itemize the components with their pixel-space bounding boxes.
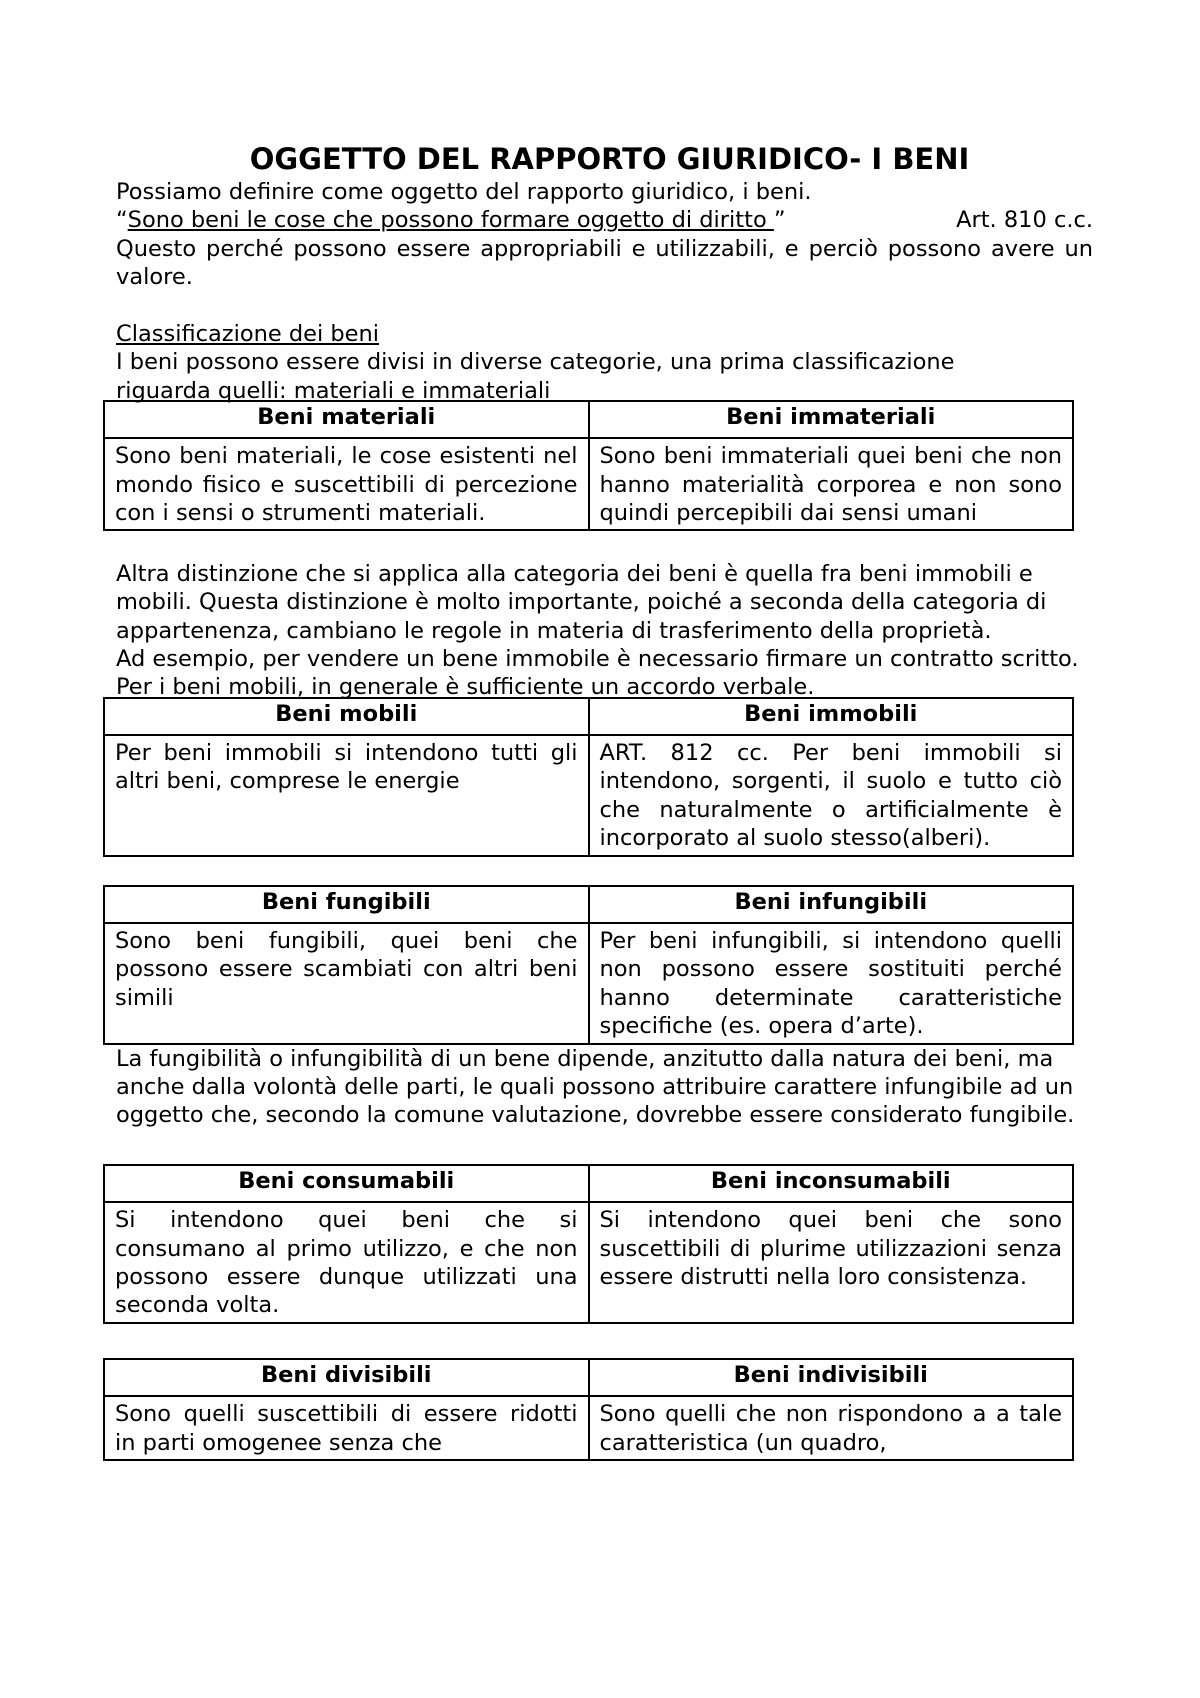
classification-paragraph: I beni possono essere divisi in diverse categorie, una prima classificazione riguarda quelli: materiali e immateriali bbox=[116, 349, 955, 404]
quote-fragment bbox=[116, 206, 786, 234]
quote-line bbox=[116, 206, 1093, 234]
table-row bbox=[104, 923, 1073, 1044]
header-beni-inconsumabili: Beni inconsumabili bbox=[589, 1165, 1074, 1202]
table-header-row bbox=[104, 401, 1073, 438]
blank-line bbox=[116, 531, 1093, 559]
fungibility-paragraph: La fungibilità o infungibilità di un bene dipende, anzitutto dalla natura dei beni, ma anche dalla volontà delle parti, le quali possono attribuire carattere infungibile ad un oggetto che, secondo la comune valutazione, dovrebbe essere considerato fungibile. bbox=[116, 1045, 1075, 1129]
document-page bbox=[116, 140, 1093, 1461]
cell-beni-fungibili: Sono beni fungibili, quei beni che possono essere scambiati con altri beni simili bbox=[104, 923, 589, 1044]
table-header-row bbox=[104, 1165, 1073, 1202]
movables-paragraph-2: Ad esempio, per vendere un bene immobile è necessario firmare un contratto scritto. Per i beni mobili, in generale è sufficiente un accordo verbale. bbox=[116, 646, 1079, 701]
blank-line bbox=[116, 1324, 1093, 1352]
section-heading-classificazione: Classificazione dei beni bbox=[116, 321, 380, 348]
header-beni-infungibili: Beni infungibili bbox=[589, 886, 1074, 923]
header-beni-indivisibili: Beni indivisibili bbox=[589, 1359, 1074, 1396]
article-reference: Art. 810 c.c. bbox=[956, 207, 1093, 234]
quote-open-mark: “ bbox=[116, 207, 128, 234]
table-divisibili bbox=[103, 1358, 1074, 1461]
cell-beni-mobili: Per beni immobili si intendono tutti gli altri beni, comprese le energie bbox=[104, 735, 589, 856]
document-title: OGGETTO DEL RAPPORTO GIURIDICO- I BENI bbox=[249, 142, 970, 176]
quote-text: Sono beni le cose che possono formare oggetto di diritto bbox=[127, 207, 774, 234]
table-header-row bbox=[104, 886, 1073, 923]
table-fungibili bbox=[103, 885, 1074, 1045]
header-beni-consumabili: Beni consumabili bbox=[104, 1165, 589, 1202]
table-materiali bbox=[103, 400, 1074, 531]
table-row bbox=[104, 1202, 1073, 1323]
blank-line bbox=[116, 292, 1093, 320]
table-header-row bbox=[104, 1359, 1073, 1396]
cell-beni-infungibili: Per beni infungibili, si intendono quelli non possono essere sostituiti perché hanno determinate caratteristiche specifiche (es. opera d’arte). bbox=[589, 923, 1074, 1044]
explanation-paragraph: Questo perché possono essere appropriabili e utilizzabili, e perciò possono avere un valore. bbox=[116, 235, 1093, 291]
header-beni-divisibili: Beni divisibili bbox=[104, 1359, 589, 1396]
header-beni-fungibili: Beni fungibili bbox=[104, 886, 589, 923]
cell-beni-indivisibili: Sono quelli che non rispondono a a tale caratteristica (un quadro, bbox=[589, 1396, 1074, 1460]
cell-beni-immobili: ART. 812 cc. Per beni immobili si intendono, sorgenti, il suolo e tutto ciò che naturalmente o artificialmente è incorporato al suolo stesso(alberi). bbox=[589, 735, 1074, 856]
header-beni-immateriali: Beni immateriali bbox=[589, 401, 1074, 438]
cell-beni-divisibili: Sono quelli suscettibili di essere ridotti in parti omogenee senza che bbox=[104, 1396, 589, 1460]
cell-beni-materiali: Sono beni materiali, le cose esistenti nel mondo fisico e suscettibili di percezione con i sensi o strumenti materiali. bbox=[104, 438, 589, 530]
intro-paragraph: Possiamo definire come oggetto del rapporto giuridico, i beni. bbox=[116, 179, 812, 205]
table-row bbox=[104, 438, 1073, 530]
table-row bbox=[104, 1396, 1073, 1460]
blank-line bbox=[116, 1130, 1093, 1158]
table-row bbox=[104, 735, 1073, 856]
cell-beni-immateriali: Sono beni immateriali quei beni che non hanno materialità corporea e non sono quindi percepibili dai sensi umani bbox=[589, 438, 1074, 530]
header-beni-materiali: Beni materiali bbox=[104, 401, 589, 438]
header-beni-immobili: Beni immobili bbox=[589, 698, 1074, 735]
table-header-row bbox=[104, 698, 1073, 735]
cell-beni-inconsumabili: Si intendono quei beni che sono suscettibili di plurime utilizzazioni senza essere distrutti nella loro consistenza. bbox=[589, 1202, 1074, 1323]
table-consumabili bbox=[103, 1164, 1074, 1324]
cell-beni-consumabili: Si intendono quei beni che si consumano al primo utilizzo, e che non possono essere dunque utilizzati una seconda volta. bbox=[104, 1202, 589, 1323]
blank-line bbox=[116, 857, 1093, 885]
quote-close-mark: ” bbox=[773, 207, 786, 234]
movables-paragraph-1: Altra distinzione che si applica alla categoria dei beni è quella fra beni immobili e mobili. Questa distinzione è molto importante, poiché a seconda della categoria di appartenenza, cambiano le regole in materia di trasferimento della proprietà. bbox=[116, 560, 1047, 644]
header-beni-mobili: Beni mobili bbox=[104, 698, 589, 735]
table-mobili bbox=[103, 697, 1074, 857]
